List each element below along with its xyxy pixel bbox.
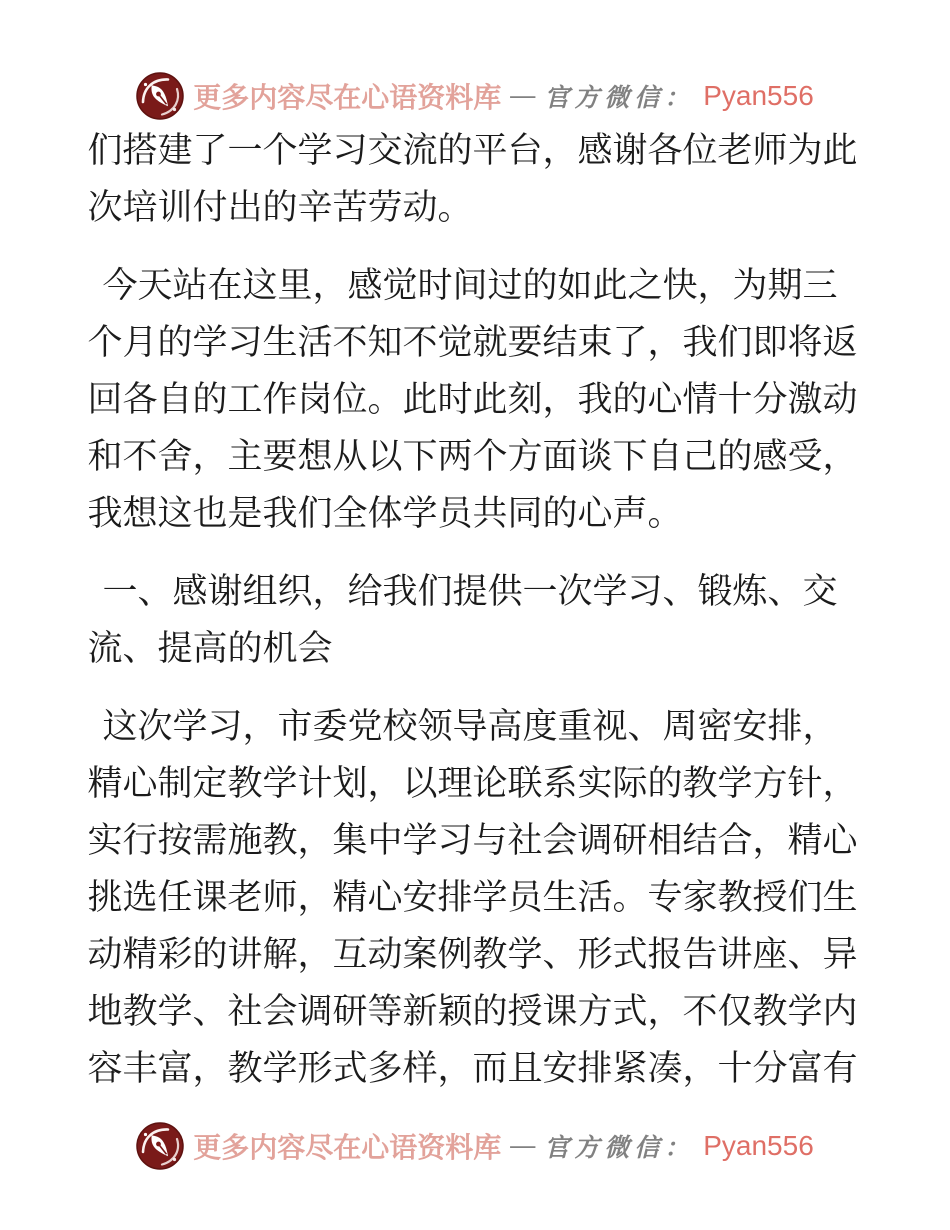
- wechat-label: 官方微信：: [544, 1135, 695, 1162]
- paragraph-continuation: 们搭建了一个学习交流的平台，感谢各位老师为此次培训付出的辛苦劳动。: [87, 131, 858, 227]
- banner-slogan: 更多内容尽在心语资料库: [193, 83, 502, 114]
- paragraph-section-one: 这次学习，市委党校领导高度重视、周密安排，精心制定教学计划，以理论联系实际的教学方针，实行按需施教，集中学习与社会调研相结合，精心挑选任课老师，精心安排学员生活。专家教授们生动精彩的讲解，互动案例教学、形式报告讲座、异地教学、社会调研等新颖的授课方式，不仅教学内容丰富，教学形式多样，而且安排紧凑，十分富有: [87, 707, 858, 1088]
- wechat-id: Pyan556: [703, 1130, 814, 1161]
- banner-dash: —: [510, 82, 536, 109]
- pen-nib-circle-icon: [136, 72, 184, 120]
- section-heading: 一、感谢组织，给我们提供一次学习、锻炼、交流、提高的机会: [87, 572, 838, 668]
- banner-dash: —: [510, 1132, 536, 1159]
- header-banner: [0, 70, 950, 122]
- wechat-label: 官方微信：: [544, 85, 695, 112]
- banner-slogan: 更多内容尽在心语资料库: [193, 1133, 502, 1164]
- paragraph-intro: 今天站在这里，感觉时间过的如此之快，为期三个月的学习生活不知不觉就要结束了，我们即将返回各自的工作岗位。此时此刻，我的心情十分激动和不舍，主要想从以下两个方面谈下自己的感受，我想这也是我们全体学员共同的心声。: [87, 266, 858, 533]
- footer-banner: [0, 1120, 950, 1172]
- document-body: [88, 122, 863, 1097]
- pen-nib-circle-icon: [136, 1122, 184, 1170]
- wechat-id: Pyan556: [703, 80, 814, 111]
